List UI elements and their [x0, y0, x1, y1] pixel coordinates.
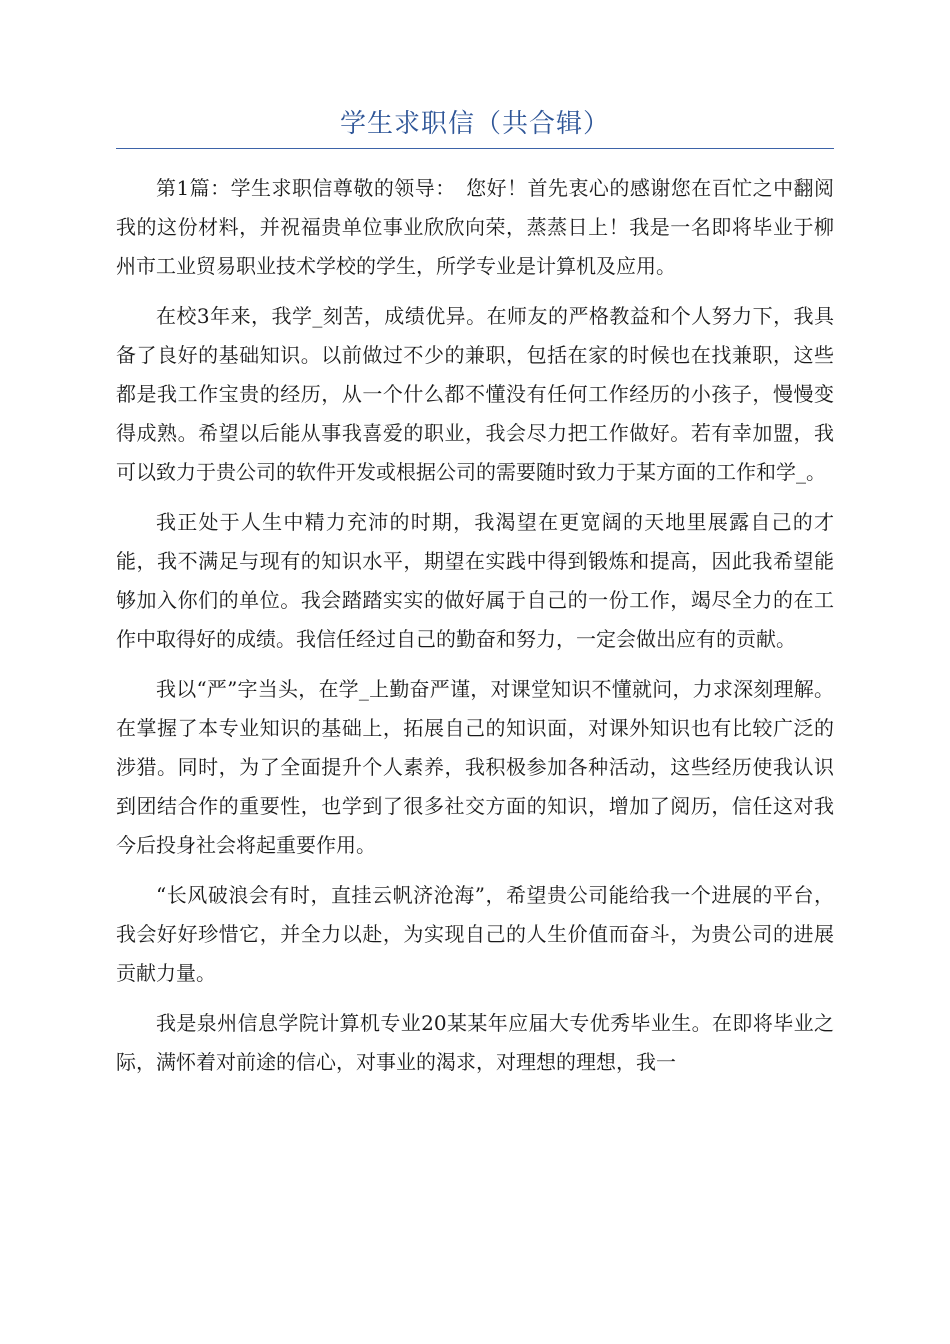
- document-title: 学生求职信（共合辑）: [339, 109, 610, 139]
- title-divider: [116, 148, 834, 149]
- paragraph: 我正处于人生中精力充沛的时期，我渴望在更宽阔的天地里展露自己的才能，我不满足与现有的知识水平，期望在实践中得到锻炼和提高，因此我希望能够加入你们的单位。我会踏踏实实的做好属于自己的一份工作，竭尽全力的在工作中取得好的成绩。我信任经过自己的勤奋和努力，一定会做出应有的贡献。: [116, 510, 834, 651]
- paragraph: “长风破浪会有时，直挂云帆济沧海”，希望贵公司能给我一个进展的平台，我会好好珍惜它，并全力以赴，为实现自己的人生价值而奋斗，为贵公司的进展贡献力量。: [116, 883, 834, 985]
- paragraph: 我以“严”字当头，在学_上勤奋严谨，对课堂知识不懂就问，力求深刻理解。在掌握了本专业知识的基础上，拓展自己的知识面，对课外知识也有比较广泛的涉猎。同时，为了全面提升个人素养，我积极参加各种活动，这些经历使我认识到团结合作的重要性，也学到了很多社交方面的知识，增加了阅历，信任这对我今后投身社会将起重要作用。: [116, 677, 834, 857]
- document-page: [116, 104, 834, 1093]
- paragraph: 在校3年来，我学_刻苦，成绩优异。在师友的严格教益和个人努力下，我具备了良好的基础知识。以前做过不少的兼职，包括在家的时候也在找兼职，这些都是我工作宝贵的经历，从一个什么都不懂没有任何工作经历的小孩子，慢慢变得成熟。希望以后能从事我喜爱的职业，我会尽力把工作做好。若有幸加盟，我可以致力于贵公司的软件开发或根据公司的需要随时致力于某方面的工作和学_。: [116, 304, 834, 484]
- paragraph: 我是泉州信息学院计算机专业20某某年应届大专优秀毕业生。在即将毕业之际，满怀着对前途的信心，对事业的渴求，对理想的理想，我一: [116, 1011, 834, 1074]
- paragraph: 第1篇：学生求职信尊敬的领导： 您好！首先衷心的感谢您在百忙之中翻阅我的这份材料，并祝福贵单位事业欣欣向荣，蒸蒸日上！我是一名即将毕业于柳州市工业贸易职业技术学校的学生，所学专业是计算机及应用。: [116, 176, 834, 278]
